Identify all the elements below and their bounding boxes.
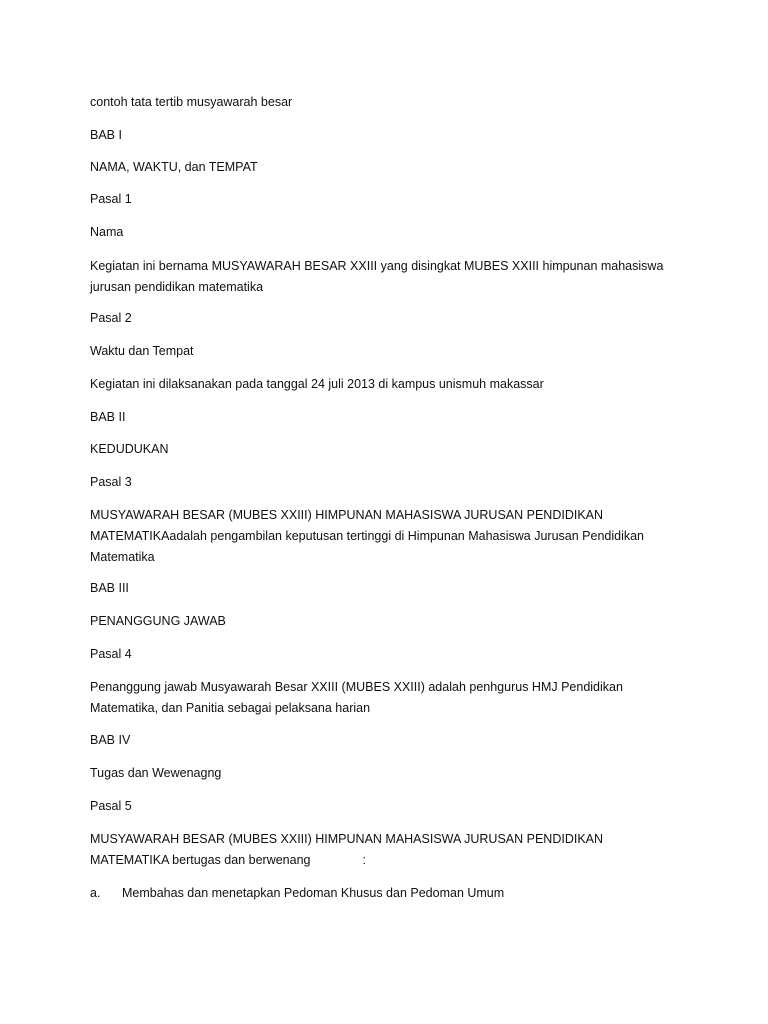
pasal-1-text: Kegiatan ini bernama MUSYAWARAH BESAR XXIII yang disingkat MUBES XXIII himpunan mahasiswa jurusan pendidikan matematika — [90, 259, 664, 294]
pasal-1-title: Nama — [90, 225, 124, 239]
pasal-2-text: Kegiatan ini dilaksanakan pada tanggal 24 juli 2013 di kampus unismuh makassar — [90, 377, 544, 391]
pasal-3-heading: Pasal 3 — [90, 475, 132, 489]
pasal-3-text: MUSYAWARAH BESAR (MUBES XXIII) HIMPUNAN MAHASISWA JURUSAN PENDIDIKAN MATEMATIKAadalah pengambilan keputusan tertinggi di Himpunan Mahasiswa Jurusan Pendidikan Matematika — [90, 508, 645, 564]
bab-2-title: KEDUDUKAN — [90, 442, 169, 456]
bab-1-heading: BAB I — [90, 128, 122, 142]
pasal-2-title: Waktu dan Tempat — [90, 344, 194, 358]
list-item-a — [90, 883, 670, 904]
bab-2-heading: BAB II — [90, 410, 126, 424]
pasal-4-heading: Pasal 4 — [90, 647, 132, 661]
bab-1-title: NAMA, WAKTU, dan TEMPAT — [90, 160, 258, 174]
pasal-2-heading: Pasal 2 — [90, 311, 132, 325]
pasal-4-text: Penanggung jawab Musyawarah Besar XXIII (MUBES XXIII) adalah penhgurus HMJ Pendidikan Matematika, dan Panitia sebagai pelaksana harian — [90, 680, 623, 715]
list-item-a-text: Membahas dan menetapkan Pedoman Khusus dan Pedoman Umum — [122, 886, 505, 900]
pasal-5-body: MUSYAWARAH BESAR (MUBES XXIII) HIMPUNAN MAHASISWA JURUSAN PENDIDIKAN MATEMATIKA bertugas dan berwenang — [90, 832, 604, 867]
pasal-5-text — [90, 829, 670, 871]
document-title: contoh tata tertib musyawarah besar — [90, 95, 293, 109]
bab-3-heading: BAB III — [90, 581, 129, 595]
pasal-5-heading: Pasal 5 — [90, 799, 132, 813]
bab-4-heading: BAB IV — [90, 733, 131, 747]
bab-4-title: Tugas dan Wewenagng — [90, 766, 222, 780]
list-item-a-marker: a. — [90, 886, 101, 900]
pasal-5-colon: : — [362, 853, 366, 867]
pasal-1-heading: Pasal 1 — [90, 192, 132, 206]
bab-3-title: PENANGGUNG JAWAB — [90, 614, 226, 628]
